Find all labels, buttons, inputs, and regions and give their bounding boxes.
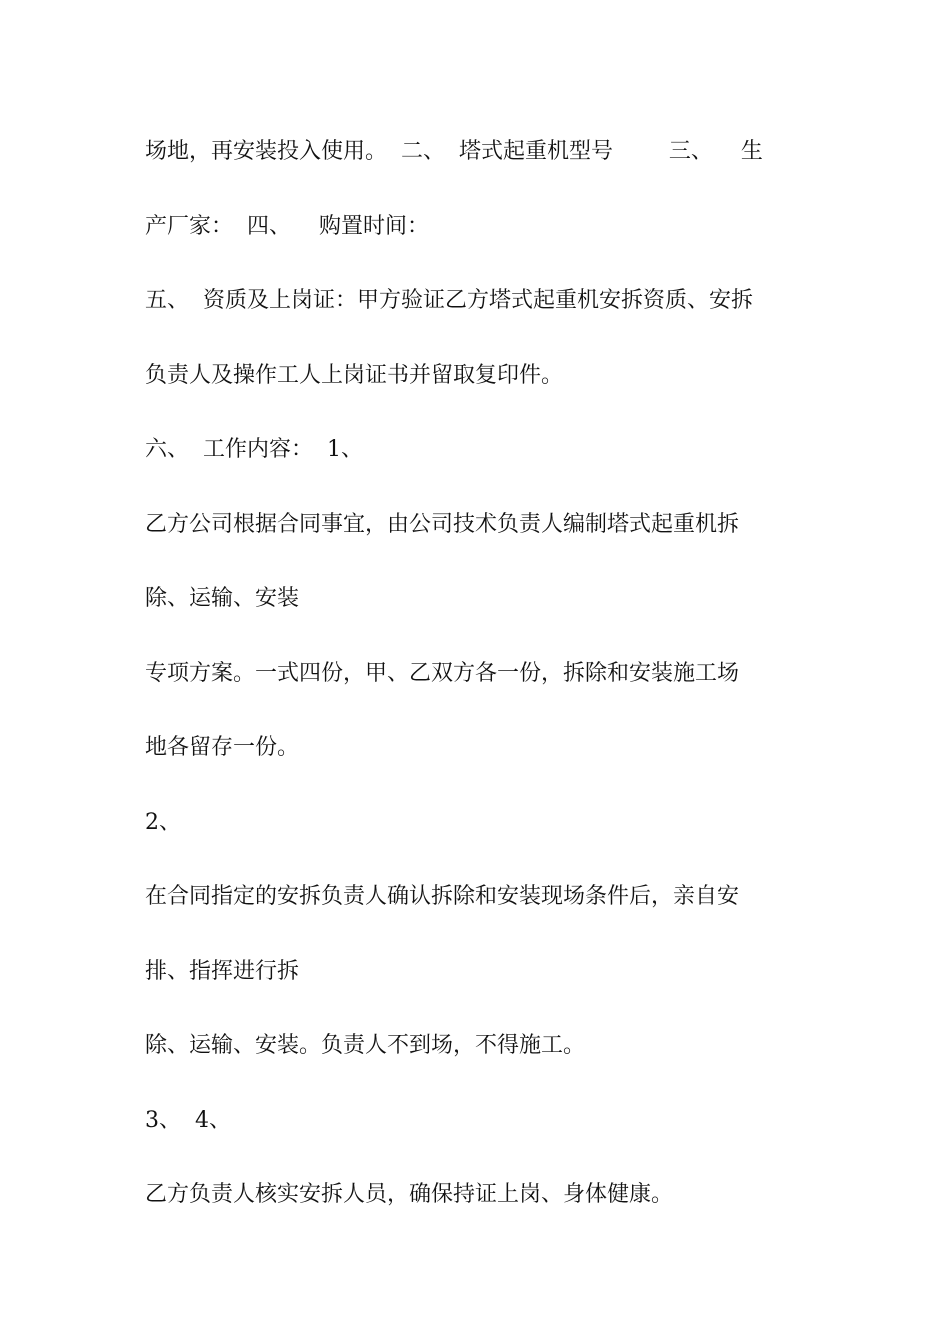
text-line-1: 场地，再安装投入使用。 二、 塔式起重机型号 三、 生 bbox=[145, 139, 763, 164]
text-line-9: 地各留存一份。 bbox=[145, 735, 300, 760]
text-line-13: 除、运输、安装。负责人不到场，不得施工。 bbox=[145, 1033, 586, 1058]
text-line-7: 除、运输、安装 bbox=[145, 586, 300, 611]
text-line-11: 在合同指定的安拆负责人确认拆除和安装现场条件后，亲自安 bbox=[145, 884, 740, 909]
text-line-5: 六、 工作内容： 1、 bbox=[145, 437, 363, 462]
text-line-14: 3、 4、 bbox=[145, 1107, 231, 1133]
document-body bbox=[145, 130, 815, 1248]
text-line-4: 负责人及操作工人上岗证书并留取复印件。 bbox=[145, 362, 564, 388]
text-line-6: 乙方公司根据合同事宜，由公司技术负责人编制塔式起重机拆 bbox=[145, 511, 740, 537]
text-line-8: 专项方案。一式四份，甲、乙双方各一份，拆除和安装施工场 bbox=[145, 660, 740, 686]
text-line-3: 五、 资质及上岗证：甲方验证乙方塔式起重机安拆资质、安拆 bbox=[145, 288, 753, 313]
text-line-10: 2、 bbox=[145, 809, 181, 835]
text-line-15: 乙方负责人核实安拆人员，确保持证上岗、身体健康。 bbox=[145, 1182, 674, 1207]
text-line-2: 产厂家： 四、 购置时间： bbox=[145, 213, 429, 239]
text-line-12: 排、指挥进行拆 bbox=[145, 958, 300, 984]
